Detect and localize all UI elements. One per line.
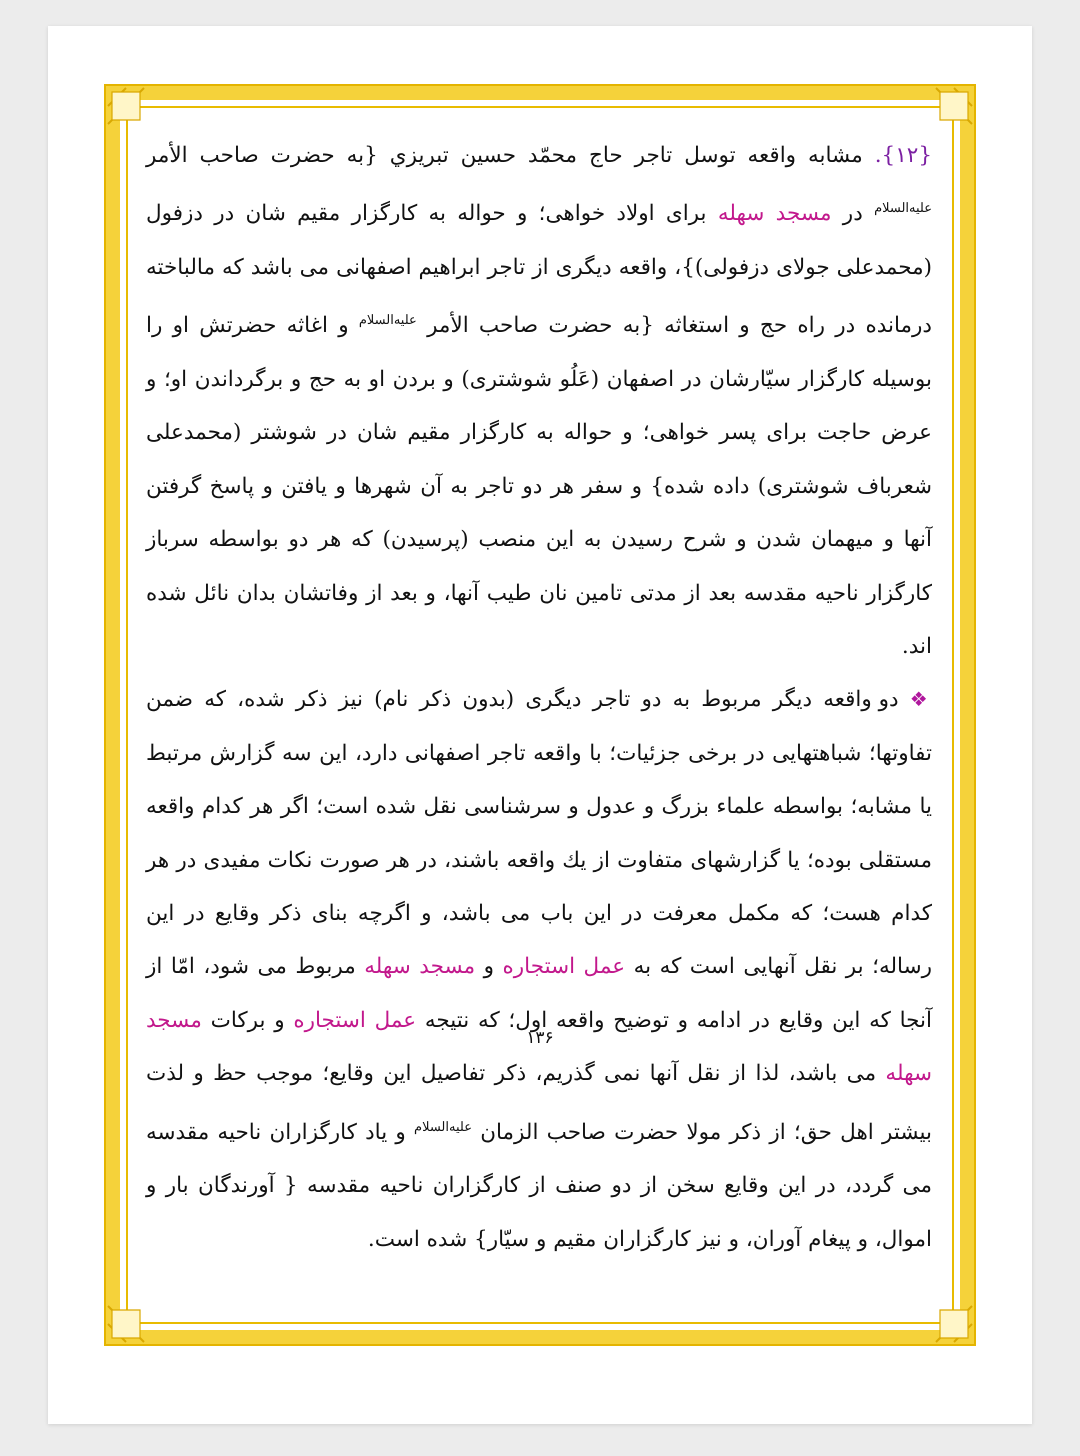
honorific-glyph: عليه‌السلام: [414, 1119, 472, 1135]
paragraph-1: [146, 129, 932, 673]
text-run: و اغاثه حضرتش او را بوسیله کارگزار سیّارشان در اصفهان (عَلُو شوشتری) و بردن او به حج و برگرداندن او؛ و عرض حاجت برای پسر خواهی؛ و حواله به کارگزار مقیم شان در شوشتر (محمدعلی شعرباف شوشتری) داده شده} و سفر هر دو تاجر به آن شهرها و یافتن و پاسخ گرفتن آنها و میهمان شدن و شرح رسیدن به این منصب (پرسیدن) که هر دو بواسطه سرباز کارگزار ناحیه مقدسه بعد از مدتی تامین نان طیب آنها، و بعد از وفاتشان بدان نائل شده اند.: [146, 313, 932, 659]
paragraph-2: [146, 673, 932, 1266]
highlighted-term: مسجد سهله: [364, 954, 476, 980]
page-number: ۱۳۶: [526, 1028, 554, 1048]
text-run: دو واقعه دیگر مربوط به دو تاجر دیگری (بدون ذکر نام) نیز ذکر شده، که ضمن تفاوتها؛ شباهتهایی در برخی جزئیات؛ با واقعه تاجر اصفهانی دارد، این سه گزارش مرتبط یا مشابه؛ بواسطه علماء بزرگ و عدول و سرشناسی نقل شده است؛ اگر هر کدام واقعه مستقلی بوده؛ یا گزارشهای متفاوت از یك واقعه باشند، در هر صورت نکات مفیدی در هر کدام هست؛ که مکمل معرفت در این باب می باشد، و اگرچه بنای ذکر وقایع در این رساله؛ بر نقل آنهایی است که به: [146, 687, 932, 980]
book-page: [48, 26, 1032, 1424]
highlighted-term: عمل استجاره: [293, 1007, 417, 1033]
text-run: مشابه واقعه توسل تاجر حاج محمّد حسین تبریزي {به حضرت صاحب الأمر: [146, 143, 863, 168]
text-run: مربوط می شود، امّا از آنجا که این وقایع در ادامه و توضیح واقعه اول؛ که نتیجه: [146, 954, 932, 1033]
text-run: می باشد، لذا از نقل آنها نمی گذریم، ذکر تفاصیل این وقایع؛ موجب حظ و لذت بیشتر اهل حق؛ از ذکر مولا حضرت صاحب الزمان: [146, 1061, 932, 1145]
page-body-text: [146, 129, 932, 1329]
text-run: و یاد کارگزاران ناحیه مقدسه می گردد، در این وقایع سخن از دو صنف از کارگزاران ناحیه مقدسه { آورندگان بار و اموال، و پیغام آوران، و نیز کارگزاران مقیم و سیّار} شده است.: [146, 1119, 932, 1252]
text-run: برای اولاد خواهی؛ و حواله به کارگزار مقیم شان در دزفول (محمدعلی جولای دزفولی)}، واقعه دیگری از تاجر ابراهیم اصفهانی می باشد که مالباخته درمانده در راه حج و استغاثه {به حضرت صاحب الأمر: [146, 201, 933, 339]
highlighted-term: عمل استجاره: [502, 954, 626, 980]
reference-number: {۱۲}.: [874, 143, 932, 168]
honorific-glyph: عليه‌السلام: [874, 201, 932, 217]
diamond-bullet-icon: ❖: [909, 687, 932, 712]
text-run: در: [831, 201, 863, 227]
text-run: و برکات: [201, 1007, 285, 1033]
honorific-glyph: عليه‌السلام: [358, 313, 417, 329]
highlighted-term: مسجد سهله: [146, 1007, 932, 1087]
text-run: و: [475, 954, 495, 980]
highlighted-term: مسجد سهله: [717, 201, 832, 227]
